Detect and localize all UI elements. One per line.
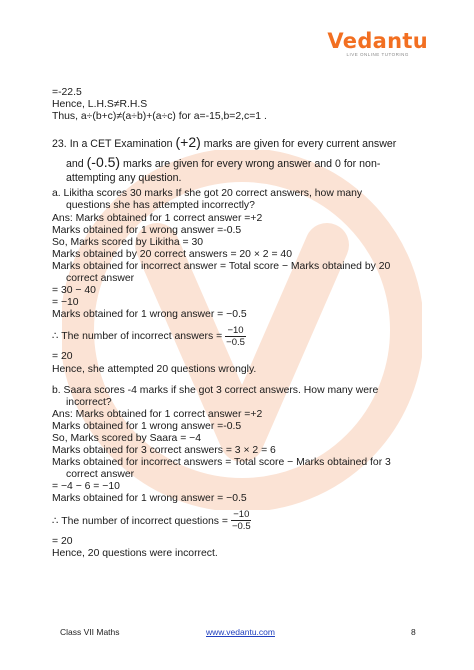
brand-name: Vedantu: [327, 29, 428, 53]
text-line: So, Marks scored by Saara = −4: [52, 432, 202, 444]
question-23-line-1: 23. In a CET Examination (+2) marks are given for every current answer: [52, 134, 397, 151]
text-line: = −4 − 6 = −10: [52, 481, 120, 493]
fraction-denominator: −0.5: [231, 521, 251, 533]
text-line: = 20: [52, 535, 73, 547]
question-number: 23.: [52, 138, 67, 151]
question-23-line-3: attempting any question.: [66, 172, 182, 185]
text-line: =-22.5: [52, 87, 82, 98]
text-line: Hence, 20 questions were incorrect.: [52, 547, 218, 559]
part-b-question: b. Saara scores -4 marks if she got 3 correct answers. How many were: [52, 384, 379, 396]
fraction-numerator: −10: [227, 324, 244, 336]
text-line: Marks obtained for 1 wrong answer = −0.5: [52, 309, 247, 321]
text-line: = 20: [52, 351, 73, 363]
text-line: Hence, L.H.S≠R.H.S: [52, 99, 148, 111]
part-b-question: incorrect?: [66, 396, 112, 408]
text-line: correct answer: [66, 469, 135, 481]
text-line: Marks obtained for 1 wrong answer =-0.5: [52, 420, 242, 432]
text-line: Hence, she attempted 20 questions wrongly.: [52, 363, 257, 375]
fraction-equation: ∴ The number of incorrect answers = $\frac{-10}{-0.5}$: [52, 324, 245, 348]
text-line: Ans: Marks obtained for 1 correct answer =+2: [52, 212, 263, 224]
fraction: [224, 325, 247, 348]
page-number: 8: [411, 627, 416, 637]
fraction-denominator: −0.5: [226, 336, 245, 348]
text-line: Marks obtained for 1 wrong answer = −0.5: [52, 493, 247, 505]
part-a-question: questions she has attempted incorrectly?: [66, 200, 255, 212]
text-line: Marks obtained for incorrect answer = Total score − Marks obtained by 20: [52, 260, 391, 272]
text-line: So, Marks scored by Likitha = 30: [52, 236, 204, 248]
text-line: Marks obtained by 20 correct answers = 20 × 2 = 40: [52, 248, 292, 260]
text-line: Marks obtained for 1 wrong answer =-0.5: [52, 224, 242, 236]
fraction-equation: ∴ The number of incorrect questions = $\frac{-10}{-0.5}$: [52, 509, 251, 533]
text-line: correct answer: [66, 273, 135, 285]
footer-class-label: Class VII Maths: [60, 627, 120, 637]
text-line: Ans: Marks obtained for 1 correct answer =+2: [52, 408, 263, 420]
footer-website-link[interactable]: www.vedantu.com: [206, 627, 275, 637]
text-line: = −10: [52, 297, 79, 309]
part-a-question: a. Likitha scores 30 marks If she got 20 correct answers, how many: [52, 188, 363, 200]
brand-tagline: LIVE ONLINE TUTORING: [346, 52, 409, 57]
question-23-line-2: and (-0.5) marks are given for every wrong answer and 0 for non-: [66, 154, 381, 171]
text-line: = 30 − 40: [52, 285, 96, 297]
fraction: [230, 509, 253, 532]
fraction-numerator: −10: [233, 509, 250, 521]
header-logo[interactable]: [327, 30, 428, 58]
text-line: Marks obtained for 3 correct answers = 3 × 2 = 6: [52, 445, 276, 457]
text-line: Thus, a÷(b+c)≠(a÷b)+(a÷c) for a=-15,b=2,c=1 .: [52, 111, 267, 123]
text-line: Marks obtained for incorrect answers = Total score − Marks obtained for 3: [52, 457, 391, 469]
document-body: [52, 87, 432, 560]
